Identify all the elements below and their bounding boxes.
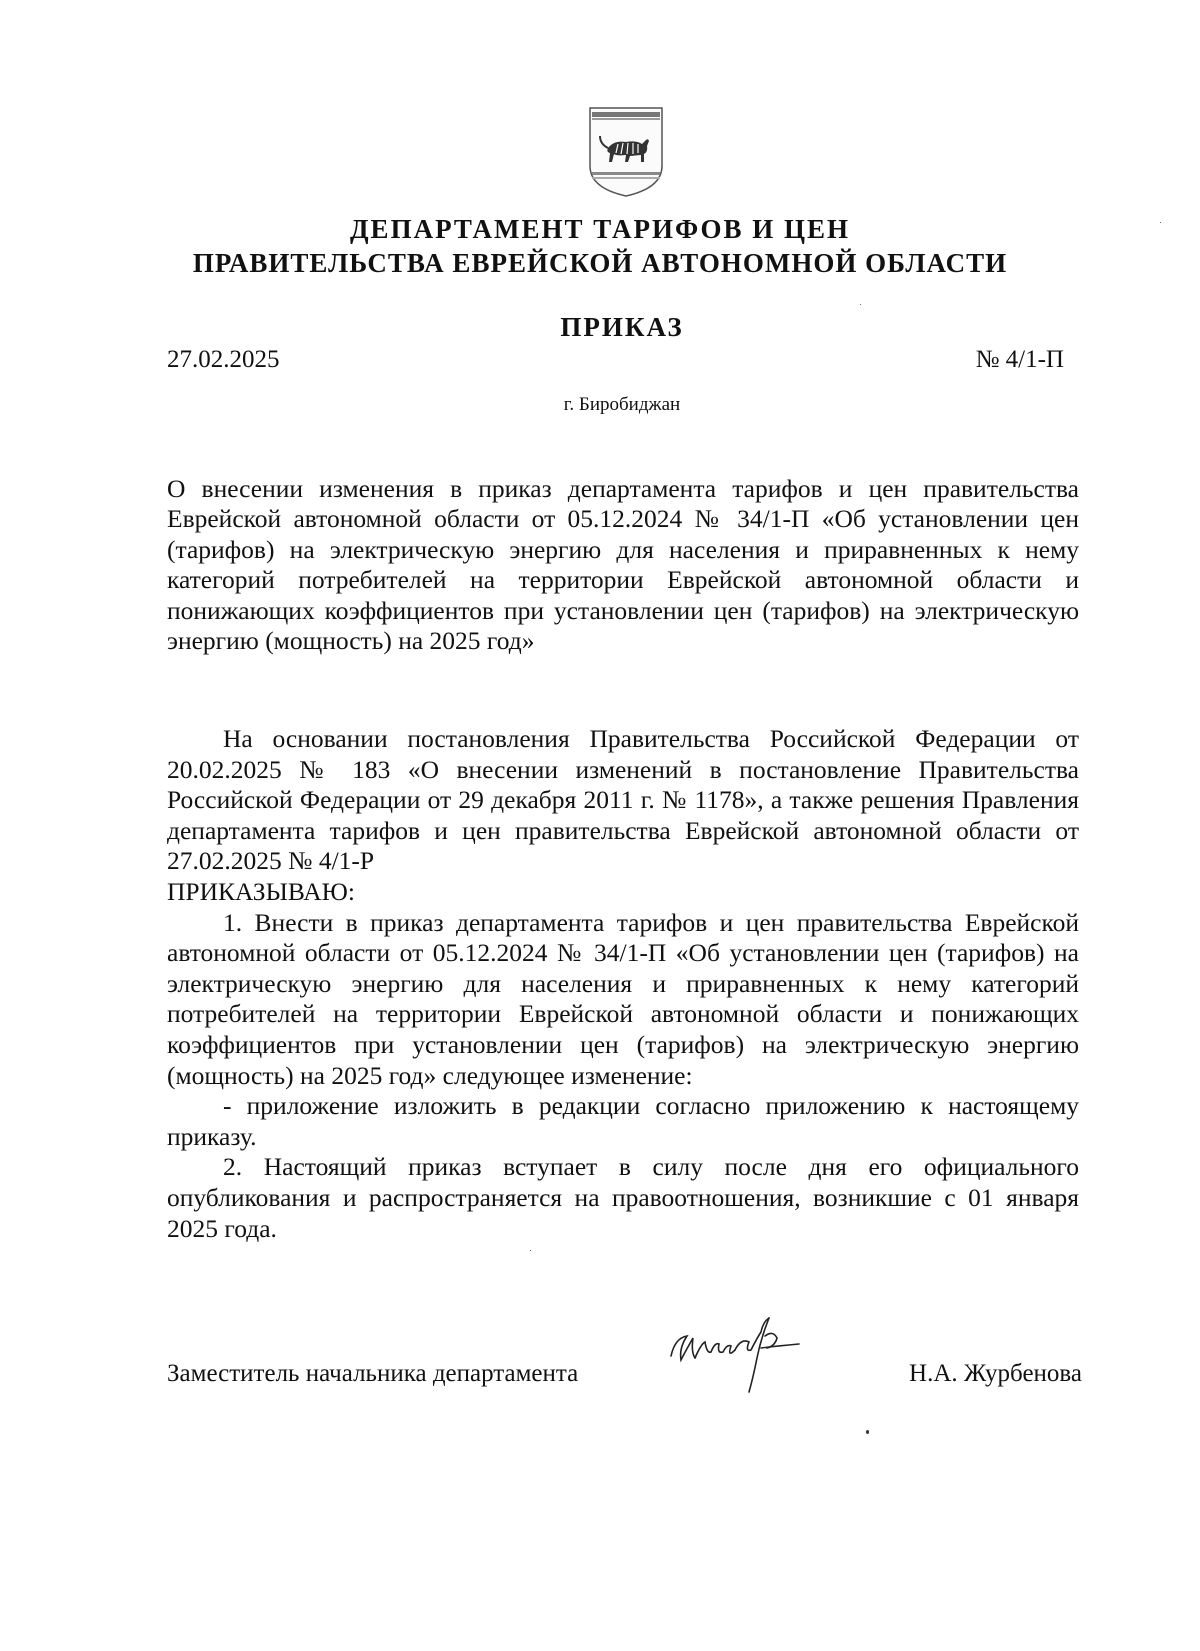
order-item-1-sub: - приложение изложить в редакции согласно приложению к настоящему приказу. bbox=[167, 1091, 1079, 1151]
document-date: 27.02.2025 bbox=[167, 346, 280, 373]
order-word: ПРИКАЗЫВАЮ: bbox=[167, 876, 355, 906]
order-item-1: 1. Внести в приказ департамента тарифов и цен правительства Еврейской автономной области от 05.12.2024 № 34/1-П «Об установлении цен (тарифов) на электрическую энергию для населения и приравненных к нему категорий потребителей на территории Еврейской автономной области и понижающих коэффициентов при установлении цен (тарифов) на электрическую энергию (мощность) на 2025 год» следующее изменение: bbox=[167, 907, 1079, 1090]
document-body bbox=[167, 724, 1079, 1244]
order-item-2: 2. Настоящий приказ вступает в силу после дня его официального опубликования и распространяется на правоотношения, возникшие с 01 января 2025 года. bbox=[167, 1152, 1079, 1243]
document-subject: О внесении изменения в приказ департамента тарифов и цен правительства Еврейской автономной области от 05.12.2024 № 34/1-П «Об установлении цен (тарифов) на электрическую энергию для населения и приравненных к нему категорий потребителей на территории Еврейской автономной области и понижающих коэффициентов при установлении цен (тарифов) на электрическую энергию (мощность) на 2025 год» bbox=[167, 474, 1079, 656]
signatory-name: Н.А. Журбенова bbox=[909, 1360, 1082, 1387]
handwritten-signature-icon bbox=[665, 1308, 825, 1398]
basis-paragraph: На основании постановления Правительства Российской Федерации от 20.02.2025 № 183 «О внесении изменений в постановление Правительства Российской Федерации от 29 декабря 2011 г. № 1178», а также решения Правления департамента тарифов и цен правительства Еврейской автономной области от 27.02.2025 № 4/1-Р bbox=[167, 724, 1079, 876]
department-title-line-2: ПРАВИТЕЛЬСТВА ЕВРЕЙСКОЙ АВТОНОМНОЙ ОБЛАСТИ bbox=[192, 248, 1008, 278]
scan-speck bbox=[1160, 222, 1161, 223]
scan-speck bbox=[860, 304, 861, 305]
coat-of-arms-icon bbox=[586, 104, 666, 200]
signatory-title: Заместитель начальника департамента bbox=[167, 1360, 579, 1387]
scan-speck bbox=[866, 1430, 869, 1434]
document-number: № 4/1-П bbox=[975, 346, 1064, 373]
document-type: ПРИКАЗ bbox=[560, 312, 684, 342]
scan-speck bbox=[530, 1250, 531, 1251]
department-title-line-1: ДЕПАРТАМЕНТ ТАРИФОВ И ЦЕН bbox=[349, 214, 851, 244]
document-city: г. Биробиджан bbox=[563, 394, 681, 415]
